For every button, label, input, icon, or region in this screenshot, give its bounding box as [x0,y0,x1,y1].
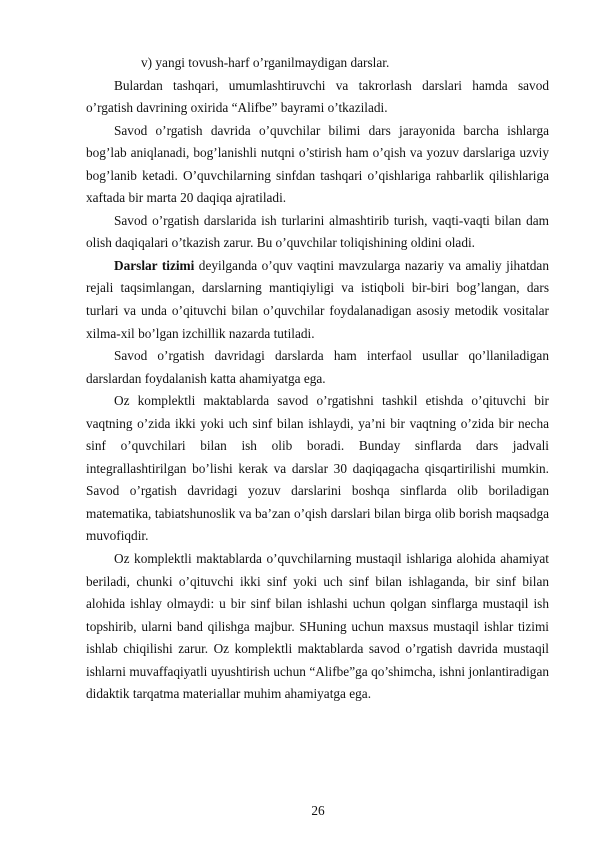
paragraph-3: Savod o’rgatish darslarida ish turlarini almashtirib turish, vaqti-vaqti bilan dam olish daqiqalari o’tkazish zarur. Bu o’quvchilar toliqishining oldini oladi. [86,212,549,251]
list-item-v: v) yangi tovush-harf o’rganilmaydigan darslar. [141,55,390,70]
term-darslar-tizimi: Darslar tizimi [114,257,195,273]
paragraph-1: Bulardan tashqari, umumlashtiruvchi va takrorlash darslari hamda savod o’rgatish davrining oxirida “Alifbe” bayrami o’tkaziladi. [86,77,549,116]
paragraph-definition [86,255,549,345]
paragraph-6: Oz komplektli maktablarda savod o’rgatishni tashkil etishda o’qituvchi bir vaqtning o’zida ikki yoki uch sinf bilan ishlaydi, ya’ni bir vaqtning o’zida bir necha sinf o’quvchilari bilan ish olib boradi. Bunday sinflarda dars jadvali integrallashtirilgan bo’lishi kerak va darslar 30 daqiqagacha qisqartirilishi mumkin. Savod o’rgatish davridagi yozuv darslarini boshqa sinflarda olib boriladigan matematika, tabiatshunoslik va ba’zan o’qish darslari bilan birga olib borish maqsadga muvofiqdir. [86,393,549,544]
paragraph-7: Oz komplektli maktablarda o’quvchilarning mustaqil ishlariga alohida ahamiyat beriladi, chunki o’qituvchi ikki sinf yoki uch sinf bilan ishlaganda, bir sinf bilan alohida ishlay olmaydi: u bir sinf bilan ishlashi uchun qolgan sinflarga mustaqil ish topshirib, ularni band qilishga majbur. SHuning uchun maxsus mustaqil ishlar tizimi ishlab chiqilishi zarur. Oz komplektli maktablarda savod o’rgatish davrida mustaqil ishlarni muvaffaqiyatli uyushtirish uchun “Alifbe”ga qo’shimcha, ishni jonlantiradigan didaktik tarqatma materiallar muhim ahamiyatga ega. [86,551,549,702]
body-text [86,52,549,706]
page-number: 26 [311,803,325,818]
definition-text: deyilganda o’quv vaqtini mavzularga nazariy va amaliy jihatdan rejali taqsimlangan, darslarning mantiqiyligi va istiqboli bir-biri bog’langan, dars turlari va unda o’qituvchi bilan o’quvchilar foydalanadigan asosiy metodik vositalar xilma-xil bo’lgan izchillik nazarda tutiladi. [86,257,549,341]
paragraph-2: Savod o’rgatish davrida o’quvchilar bilimi dars jarayonida barcha ishlarga bog’lab aniqlanadi, bog’lanishli nutqni o’stirish ham o’qish va yozuv darslariga uzviy bog’lanib ketadi. O’quvchilarning sinfdan tashqari o’qishlariga rahbarlik qilishlariga xaftada bir marta 20 daqiqa ajratiladi. [86,122,549,206]
paragraph-5: Savod o’rgatish davridagi darslarda ham interfaol usullar qo’llaniladigan darslardan foydalanish katta ahamiyatga ega. [86,348,549,386]
